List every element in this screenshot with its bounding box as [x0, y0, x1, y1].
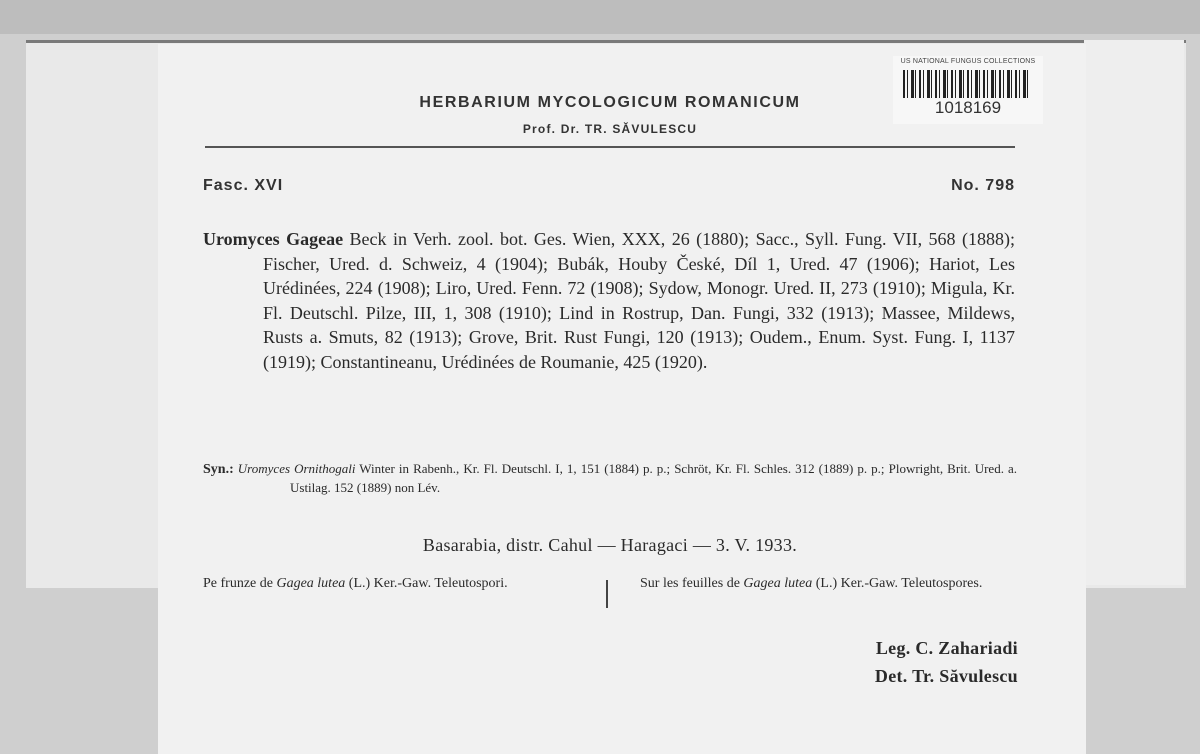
synonym-name: Uromyces Ornithogali: [237, 461, 356, 476]
host-ro-species: Gagea lutea: [276, 576, 346, 591]
fascicle-label: Fasc. XVI: [203, 177, 284, 194]
host-ro-prefix: Pe frunze de: [203, 576, 273, 591]
locality-line: Basarabia, distr. Cahul — Haragaci — 3. V. 1933.: [422, 535, 798, 555]
synonym-paragraph: [203, 460, 1017, 497]
barcode-label: [893, 56, 1043, 124]
host-ro-suffix: (L.) Ker.-Gaw. Teleutospori.: [348, 576, 508, 591]
barcode-number: 1018169: [934, 98, 1002, 117]
host-fr-species: Gagea lutea: [743, 576, 813, 591]
host-fr-suffix: (L.) Ker.-Gaw. Teleutospores.: [815, 576, 983, 591]
barcode-caption: US NATIONAL FUNGUS COLLECTIONS: [900, 58, 1036, 65]
background-top-strip: [0, 0, 1200, 34]
herbarium-subtitle: Prof. Dr. TR. SĂVULESCU: [522, 122, 698, 136]
herbarium-title: HERBARIUM MYCOLOGICUM ROMANICUM: [419, 94, 801, 111]
host-divider: [606, 580, 608, 608]
host-fr-prefix: Sur les feuilles de: [640, 576, 740, 591]
host-note-french: [640, 575, 1018, 593]
sheet-edge: [1084, 40, 1184, 585]
determiner-line: Det. Tr. Săvulescu: [874, 666, 1018, 686]
host-note-romanian: [203, 575, 591, 593]
header-divider: [205, 146, 1015, 148]
collector-line: Leg. C. Zahariadi: [875, 638, 1018, 658]
species-citation-paragraph: [203, 227, 1015, 374]
synonym-label: Syn.:: [203, 462, 234, 477]
species-name: Uromyces Gageae: [203, 229, 344, 249]
species-citation: Beck in Verh. zool. bot. Ges. Wien, XXX, 26 (1880); Sacc., Syll. Fung. VII, 568 (1888); Fischer, Ured. d. Schweiz, 4 (1904); Bubák, Houby České, Díl 1, Ured. 47 (1906); Hariot, Les Urédinées, 224 (1908); Liro, Ured. Fenn. 72 (1908); Sydow, Monogr. Ured. II, 273 (1910); Migula, Kr. Fl. Deutschl. Pilze, III, 1, 308 (1910); Lind in Rostrup, Dan. Fungi, 332 (1913); Massee, Mildews, Rusts a. Smuts, 82 (1913); Grove, Brit. Rust Fungi, 120 (1913); Oudem., Enum. Syst. Fung. I, 1137 (1919); Constantineanu, Urédinées de Roumanie, 425 (1920).: [263, 229, 1015, 372]
synonym-text: Winter in Rabenh., Kr. Fl. Deutschl. I, 1, 151 (1884) p. p.; Schröt, Kr. Fl. Schles. 312 (1889) p. p.; Plowright, Brit. Ured. a. Ustilag. 152 (1889) non Lév.: [290, 461, 1018, 495]
specimen-number: No. 798: [951, 177, 1015, 194]
